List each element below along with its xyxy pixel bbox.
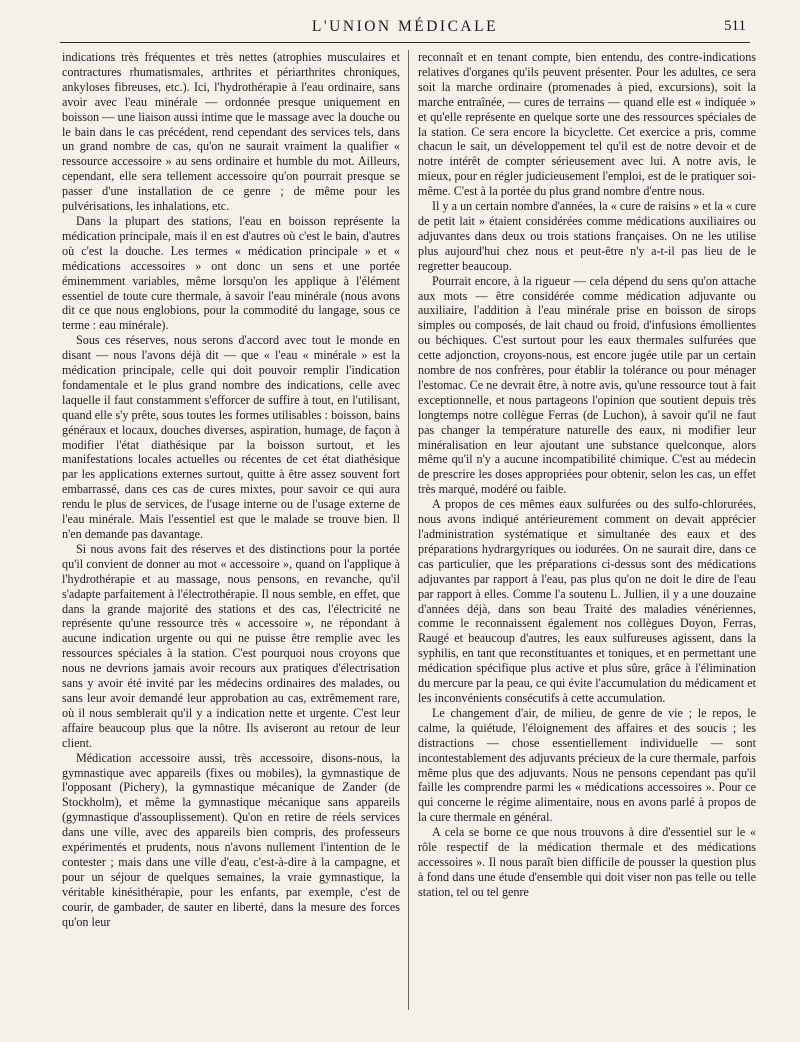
paragraph: indications très fréquentes et très nettes (atrophies musculaires et contractures rhumatismales, arthrites et périarthrites chroniques, ankyloses fibreuses, etc.). Ici, l'hydrothérapie à l'eau ordinaire, sans avoir avec l'eau minérale — ordonnée presque uniquement en boisson — une liaison aussi intime que le massage avec la douche ou le bain dans le cas précédent, rend cependant des services tels, dans un grand nombre de cas, qu'on ne saurait vraiment la qualifier « ressource accessoire » au sens ordinaire et humble du mot. Ailleurs, cependant, elle sera tellement accessoire qu'on pourrait presque se passer d'une installation de ce genre ; de même pour les pulvérisations, les inhalations, etc. bbox=[62, 50, 400, 214]
text-columns bbox=[62, 50, 754, 1030]
paragraph: Dans la plupart des stations, l'eau en boisson représente la médication principale, mais il en est d'autres où c'est le bain, d'autres où c'est la douche. Les termes « médication principale » et « médications accessoires » ont donc un sens et une portée éminemment variables, même lorsqu'on les applique à l'élément essentiel de toute cure thermale, à savoir l'eau minérale (nous avons dit ce que nous englobions, pour la commodité du langage, sous ce terme : eau minérale). bbox=[62, 213, 400, 333]
paragraph: A cela se borne ce que nous trouvons à dire d'essentiel sur le « rôle respectif de la médication thermale et des médications accessoires ». Il nous paraît bien difficile de pousser la question plus à fond dans une étude d'ensemble qui doit viser non pas telle ou telle station, tel ou tel genre bbox=[418, 825, 756, 899]
paragraph: A propos de ces mêmes eaux sulfurées ou des sulfo-chlorurées, nous avons indiqué antérieurement comment on devait apprécier l'administration systématique et simultanée des eaux et des préparations hydrargyriques ou iodurées. On ne saurait dire, dans ce cas particulier, que les préparations ci-dessus sont des médications adjuvantes par rapport à l'eau, pas plus qu'on ne doit le dire de l'eau par rapport à elles. Comme l'a soutenu L. Jullien, il y a une douzaine d'années déjà, dans son beau Traité des maladies vénériennes, comme le reconnaissent également nos collègues Doyon, Ferras, Raugé et beaucoup d'autres, les eaux sulfureuses agissent, dans la syphilis, en tant que reconstituantes et toniques, et en permettant une médication spécifique plus active et plus sûre, grâce à l'élimination du mercure par la peau, ce qui évite l'accumulation du médicament et les inconvénients consécutifs à cette accumulation. bbox=[418, 497, 756, 705]
page-header bbox=[60, 18, 750, 44]
paragraph: Le changement d'air, de milieu, de genre de vie ; le repos, le calme, la quiétude, l'éloignement des affaires et des soucis ; les distractions — chose essentiellement individuelle — sont incontestablement des adjuvants précieux de la cure thermale, parfois même plus que des adjuvants. Nous ne pensons cependant pas qu'il faille les comprendre parmi les « médications accessoires ». Pour ce qui concerne le régime alimentaire, nous en avons parlé à propos de la cure thermale en général. bbox=[418, 705, 756, 825]
running-title: L'UNION MÉDICALE bbox=[311, 18, 499, 35]
paragraph: Médication accessoire aussi, très accessoire, disons-nous, la gymnastique avec appareils (fixes ou mobiles), la gymnastique de l'opposant (Pichery), la gymnastique mécanique de Zander (de Stockholm), et même la gymnastique mécanique sans appareils (gymnastique d'assouplissement). Qu'on en retire de réels services dans une ville, avec des appareils bien compris, des professeurs expérimentés et prudents, nous n'avons nullement l'intention de le contester ; mais dans une ville d'eau, c'est-à-dire à la campagne, et pour un séjour de quelques semaines, la vraie gymnastique, la véritable kinésithérapie, pour les enfants, par exemple, c'est de courir, de gambader, de sauter en liberté, dans la mesure des forces qu'on leur bbox=[62, 750, 400, 929]
header-rule bbox=[60, 42, 750, 43]
paragraph: Pourrait encore, à la rigueur — cela dépend du sens qu'on attache aux mots — être considérée comme médication adjuvante ou auxiliaire, l'addition à l'eau minérale prise en boisson de sirops simples ou composés, de lait chaud ou froid, d'infusions émollientes ou béchiques. C'est surtout pour les eaux thermales sulfurées que cette adjonction, croyons-nous, est encore jugée utile par un certain nombre de nos confrères, pour établir la tolérance ou pour ménager l'estomac. Ce ne devrait être, à notre avis, qu'une ressource tout à fait exceptionnelle, et nous partageons l'opinion que soutient depuis très longtemps notre collègue Ferras (de Luchon), à savoir qu'il ne faut pas changer la température naturelle des eaux, ni modifier leur minéralisation en leur ajoutant une substance quelconque, alors même qu'il n'y a aucune incompatibilité chimique. C'est au médecin de prescrire les doses appropriées pour obtenir, selon les cas, un effet très marqué, modéré ou faible. bbox=[418, 273, 756, 497]
paragraph: reconnaît et en tenant compte, bien entendu, des contre-indications relatives d'organes qu'ils peuvent présenter. Pour les adultes, ce sera soit la marche ordinaire (promenades à pied, excursions), soit la marche entraînée, — cures de terrains — quand elle est « indiquée » et qu'elle représente en quelque sorte une des ressources spéciales de la station. Ce sera encore la bicyclette. Cet exercice a pris, comme chacun le sait, un développement tel qu'il est de notre devoir et de notre intérêt de compter sérieusement avec lui. A notre avis, le mieux, pour en régler judicieusement l'emploi, est de le pratiquer soi-même. C'est à la portée du plus grand nombre d'entre nous. bbox=[418, 50, 756, 199]
paragraph: Il y a un certain nombre d'années, la « cure de raisins » et la « cure de petit lait » étaient considérées comme médications auxiliaires ou adjuvantes dans deux ou trois stations françaises. On ne les utilise plus aujourd'hui chez nous et peut-être n'y a-t-il pas lieu de le regretter beaucoup. bbox=[418, 199, 756, 273]
page-number: 511 bbox=[724, 18, 746, 34]
column-divider bbox=[408, 50, 409, 1010]
paragraph: Si nous avons fait des réserves et des distinctions pour la portée qu'il convient de donner au mot « accessoire », quand on l'applique à l'hydrothérapie et au massage, nous pensons, en revanche, qu'il s'adapte parfaitement à l'électrothérapie. Il nous semble, en effet, que dans la grande majorité des stations et des cas, l'électricité ne représente qu'une ressource très « accessoire », ne répondant à aucune indication urgente ou qui ne puisse être remplie avec les ressources spéciales à la station. C'est pourquoi nous croyons que nous ne devrions jamais avoir recours aux pratiques d'électrisation sans y avoir été invité par les médecins ordinaires des malades, ou sans leur avoir demandé leur approbation au cas, extrêmement rare, où il nous semblerait qu'il y a indication nette et urgente. C'est leur affaire beaucoup plus que la nôtre. Ils aviseront au retour de leur client. bbox=[62, 541, 400, 750]
right-column bbox=[418, 50, 756, 1030]
left-column bbox=[62, 50, 400, 1030]
paragraph: Sous ces réserves, nous serons d'accord avec tout le monde en disant — nous l'avons déjà dit — que « l'eau « minérale » est la médication principale, celle qui doit pouvoir remplir l'indication fondamentale et le plus grand nombre des indications, celle avec laquelle il faut constamment s'efforcer de suffire à tout, en l'utilisant, quand elle s'y prête, sous toutes les formes utilisables : boisson, bains généraux et locaux, douches diverses, aspiration, humage, de façon à modifier l'état diathésique par la boisson surtout, et les manifestations locales actuelles ou récentes de cet état diathésique par les applications externes surtout, quitte à être assez souvent fort embarrassé, dans ces cas de cures mixtes, pour savoir ce qui aura rendu le plus de services, de l'usage interne ou de l'usage externe de l'eau minérale. Mais l'essentiel est que le malade se trouve bien. Il n'en demande pas davantage. bbox=[62, 333, 400, 541]
